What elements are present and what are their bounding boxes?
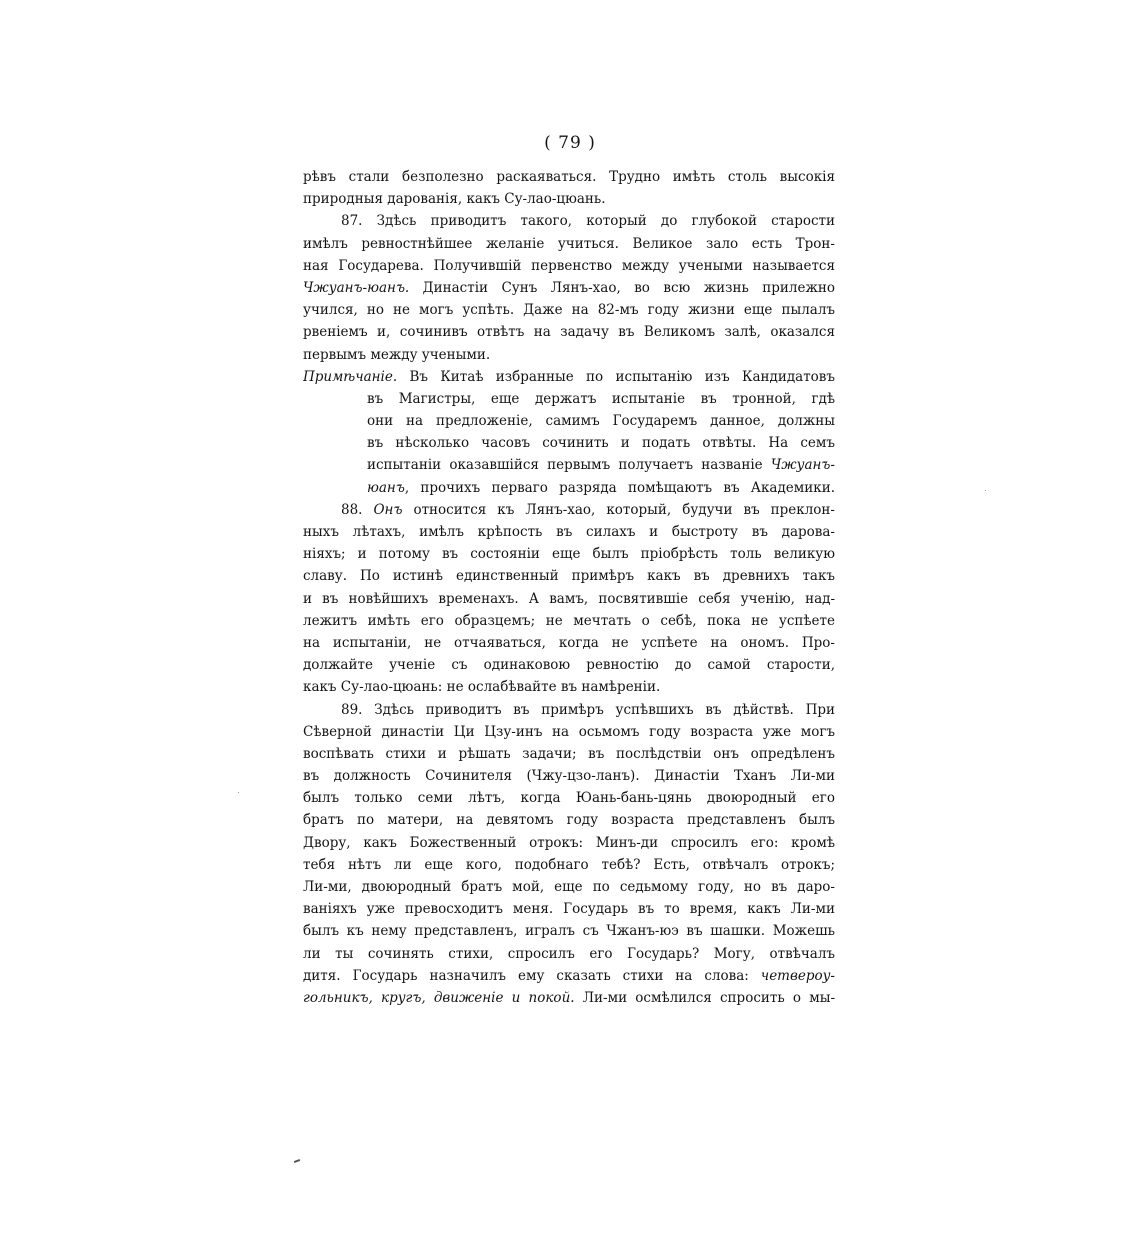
scan-dot [238,792,239,793]
text-line: былъ къ нему представленъ, игралъ съ Чжанъ-юэ въ шашки. Можешь [303,923,835,940]
paragraph-89-start: 89. Здѣсь приводитъ въ примѣръ успѣвшихъ въ дѣйствѣ. При [341,701,835,718]
text-line: рвеніемъ и, сочинивъ отвѣтъ на задачу въ Великомъ залѣ, оказался [303,324,835,341]
text-line: Ли-ми, двоюродный братъ мой, еще по седьмому году, но въ даро- [303,879,835,895]
body-text [303,166,835,1009]
text-line: Двору, какъ Божественный отрокъ: Минъ-ди спросилъ его: кромѣ [303,834,835,851]
italic-term: Чжуанъ- [770,457,835,474]
italic-term: Чжуанъ-юанъ. [303,279,410,296]
text-line: дитя. Государь назначилъ ему сказать стихи на слова: четвероу- [303,967,835,984]
italic-term: Онъ [373,501,403,518]
scan-speck [294,1159,300,1163]
italic-term: гольникъ, кругъ, движеніе и покой. [303,989,575,1006]
text-line: учился, но не могъ успѣть. Даже на 82-мъ году жизни еще пылалъ [303,302,835,319]
page-number: ( 79 ) [544,133,596,153]
text-line: братъ по матери, на девятомъ году возраста представленъ былъ [303,812,835,829]
text-line: должайте ученіе съ одинаковою ревностію до самой старости, [303,657,835,674]
text-line: имѣлъ ревностнѣйшее желаніе учиться. Великое зало есть Трон- [303,235,835,252]
scan-dot [985,490,986,491]
text-line: ли ты сочинять стихи, спросилъ его Государь? Могу, отвѣчалъ [303,945,835,962]
text-line: славу. По истинѣ единственный примѣръ какъ въ древнихъ такъ [303,568,835,585]
italic-term: юанъ [367,479,405,496]
text-line: ная Государева. Получившій первенство между учеными называется [303,257,835,274]
text-line: Сѣверной династіи Ци Цзу-инъ на осьмомъ году возраста уже могъ [303,723,835,740]
note-line: въ Магистры, еще держатъ испытаніе въ тронной, гдѣ [367,390,835,407]
note-heading-line: Примѣчаніе. Въ Китаѣ избранные по испытанію изъ Кандидатовъ [303,368,835,385]
text-line: рѣвъ стали безполезно раскаяваться. Трудно имѣть столь высокія [303,169,835,185]
text-line: былъ только семи лѣтъ, когда Юань-бань-цянь двоюродный его [303,790,835,807]
text-line: ныхъ лѣтахъ, имѣлъ крѣпость въ силахъ и быстроту въ дарова- [303,524,835,540]
paragraph-88-start: 88. Онъ относится къ Лянъ-хао, который, будучи въ преклон- [341,501,835,518]
text-line: природныя дарованія, какъ Су-лао-цюань. [303,191,606,208]
text-line: и въ новѣйшихъ временахъ. А вамъ, посвятившіе себя ученію, над- [303,590,835,607]
text-line: тебя нѣтъ ли еще кого, подобнаго тебѣ? Есть, отвѣчалъ отрокъ; [303,856,835,873]
text-line: гольникъ, кругъ, движеніе и покой. Ли-ми осмѣлился спросить о мы- [303,989,835,1006]
text-line: на испытаніи, не отчаяваться, когда не успѣете на ономъ. Про- [303,634,835,651]
text-line: ваніяхъ уже превосходитъ меня. Государь въ то время, какъ Ли-ми [303,901,835,918]
text-line: воспѣвать стихи и рѣшать задачи; въ послѣдствіи онъ опредѣленъ [303,745,835,762]
text-line: первымъ между учеными. [303,346,491,363]
text-line: Чжуанъ-юанъ. Династіи Сунъ Лянъ-хао, во всю жизнь прилежно [303,279,835,296]
text-line: ніяхъ; и потому въ состояніи еще былъ пріобрѣсть толь великую [303,546,835,563]
text-line: лежитъ имѣть его образцемъ; не мечтать о себѣ, пока не успѣете [303,612,835,629]
note-line: юанъ, прочихъ перваго разряда помѣщаютъ въ Академики. [367,479,835,496]
note-label: Примѣчаніе. [303,368,398,385]
text-line: какъ Су-лао-цюань: не ослабѣвайте въ намѣреніи. [303,679,661,696]
note-line: они на предложеніе, самимъ Государемъ данное, должны [367,413,835,430]
note-line: испытаніи оказавшійся первымъ получаетъ названіе Чжуанъ- [367,457,835,474]
paragraph-87-start: 87. Здѣсь приводитъ такого, который до глубокой старости [341,213,835,230]
italic-term: четвероу- [760,967,835,984]
note-line: въ нѣсколько часовъ сочинить и подать отвѣты. На семъ [367,435,835,452]
text-line: въ должность Сочинителя (Чжу-цзо-ланъ). Династіи Тханъ Ли-ми [303,768,835,785]
